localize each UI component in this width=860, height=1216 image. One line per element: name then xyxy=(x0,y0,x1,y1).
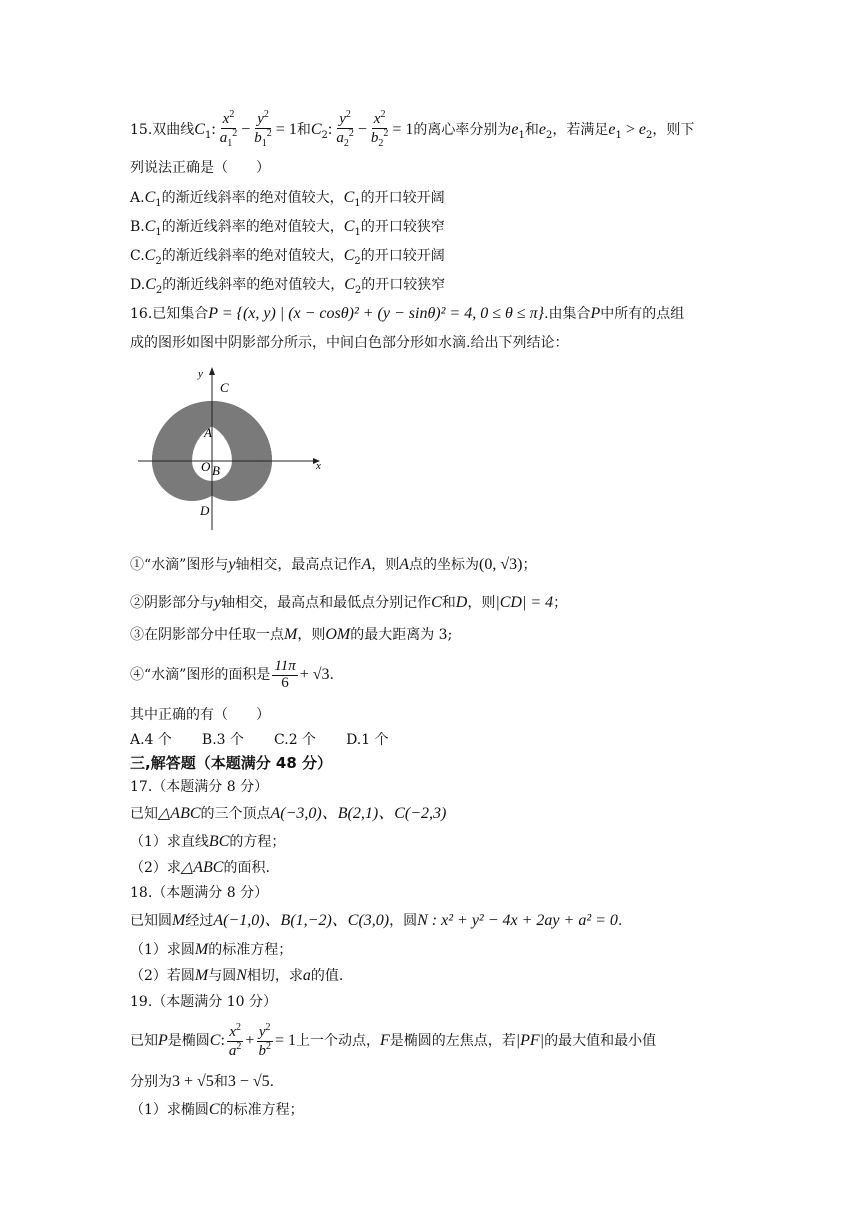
q16-statement-4: ④“水滴”图形的面积是 $\frac{11\pi}{6}$ + √3. xyxy=(130,657,334,691)
fraction: $\frac{11\pi}{6}$ xyxy=(274,657,296,691)
section-heading: 三,解答题（本题满分 48 分） xyxy=(130,754,333,772)
q18-stem: 已知圆M经过A(−1,0)、B(1,−2)、C(3,0)，圆N : x² + y² − 4x + 2ay + a² = 0. xyxy=(130,912,623,929)
point-c-label: C xyxy=(220,380,229,395)
q16-statement-3: ③在阴影部分中任取一点M，则OM的最大距离为 3; xyxy=(130,626,453,643)
q16-statement-1: ①“水滴”图形与y轴相交，最高点记作A，则A点的坐标为(0, √3)； xyxy=(130,556,537,573)
q19-stem-line1: 已知P是椭圆C: $\frac{x^2}{a^2}$ + $\frac{y^2}{b^2}$ = 1上一个动点，F是椭圆的左焦点，若|PF|的最大值和最小值 xyxy=(130,1021,657,1059)
q19-head: 19.（本题满分 10 分） xyxy=(130,994,277,1010)
q16-statement-2: ②阴影部分与y轴相交，最高点和最低点分别记作C和D，则|CD| = 4； xyxy=(130,594,568,611)
q19-part1: （1）求椭圆C的标准方程； xyxy=(130,1101,304,1118)
q17-stem: 已知△ABC的三个顶点A(−3,0)、B(2,1)、C(−2,3) xyxy=(130,805,447,822)
y-axis-label: y xyxy=(198,368,203,380)
q15-options xyxy=(130,183,740,299)
origin-label: O xyxy=(201,459,211,474)
q16-stem-line1: 16.已知集合P = {(x, y) | (x − cosθ)² + (y − sinθ)² = 4, 0 ≤ θ ≤ π}.由集合P中所有的点组 xyxy=(130,305,685,322)
fraction: $\frac{y^2}{b_1^2}$ xyxy=(254,109,272,150)
fraction: $\frac{y^2}{a_2^2}$ xyxy=(336,109,354,150)
point-d-label: D xyxy=(200,503,210,518)
q15-option: $D.C_2$的渐近线斜率的绝对值较大，$C_2$的开口较狭窄 xyxy=(130,276,446,296)
y-axis-arrow-icon xyxy=(209,367,215,375)
point-b-label: B xyxy=(212,463,220,478)
q16-choices: A.4 个 B.3 个 C.2 个 D.1 个 xyxy=(130,732,389,748)
water-drop-figure xyxy=(138,365,740,539)
point-a-label: A xyxy=(204,425,212,440)
exam-page xyxy=(130,100,740,1123)
q15-option: $B.C_1$的渐近线斜率的绝对值较大，$C_1$的开口较狭窄 xyxy=(130,218,445,238)
q16-stem-line2: 成的图形如图中阴影部分所示，中间白色部分形如水滴.给出下列结论： xyxy=(130,335,569,351)
fraction: $\frac{x^2}{b_2^2}$ xyxy=(370,109,389,150)
q17-part1: （1）求直线BC的方程； xyxy=(130,833,286,850)
q18-part1: （1）求圆M的标准方程； xyxy=(130,941,293,958)
set-definition: P = {(x, y) | (x − cosθ)² + (y − sinθ)² = 4, 0 ≤ θ ≤ π} xyxy=(208,305,545,322)
q19-stem-line2: 分别为3 + √5和3 − √5. xyxy=(130,1073,275,1090)
x-axis-label: x xyxy=(316,460,321,472)
figure-svg xyxy=(138,365,338,535)
fraction: $\frac{x^2}{a_1^2}$ xyxy=(219,109,238,150)
q17-head: 17.（本题满分 8 分） xyxy=(130,779,269,795)
q18-head: 18.（本题满分 8 分） xyxy=(130,885,269,901)
q16-ask: 其中正确的有（ ） xyxy=(130,707,270,723)
q15-option: $A.C_1$的渐近线斜率的绝对值较大，$C_1$的开口较开阔 xyxy=(130,189,445,209)
q15-stem-line2: 列说法正确是（ ） xyxy=(130,160,270,176)
q15-stem-line1: 15.双曲线$C_1$: $\frac{x^2}{a_1^2}$ − $\frac{y^2}{b_1^2}$ = 1和$C_2$: $\frac{y^2}{a_2^2}$ − $\frac{x^2}{b_2^2}$ = 1的离心率分别为$e_1$和$e_2$，若满足$e_1 > e_2$，则下 xyxy=(130,109,695,150)
q17-part2: （2）求△ABC的面积. xyxy=(130,859,270,876)
q18-part2: （2）若圆M与圆N相切，求a的值. xyxy=(130,967,344,984)
fraction: $\frac{x^2}{a^2}$ xyxy=(228,1021,242,1059)
q15-option: $C.C_2$的渐近线斜率的绝对值较大，$C_2$的开口较开阔 xyxy=(130,247,445,267)
fraction: $\frac{y^2}{b^2}$ xyxy=(258,1021,271,1059)
